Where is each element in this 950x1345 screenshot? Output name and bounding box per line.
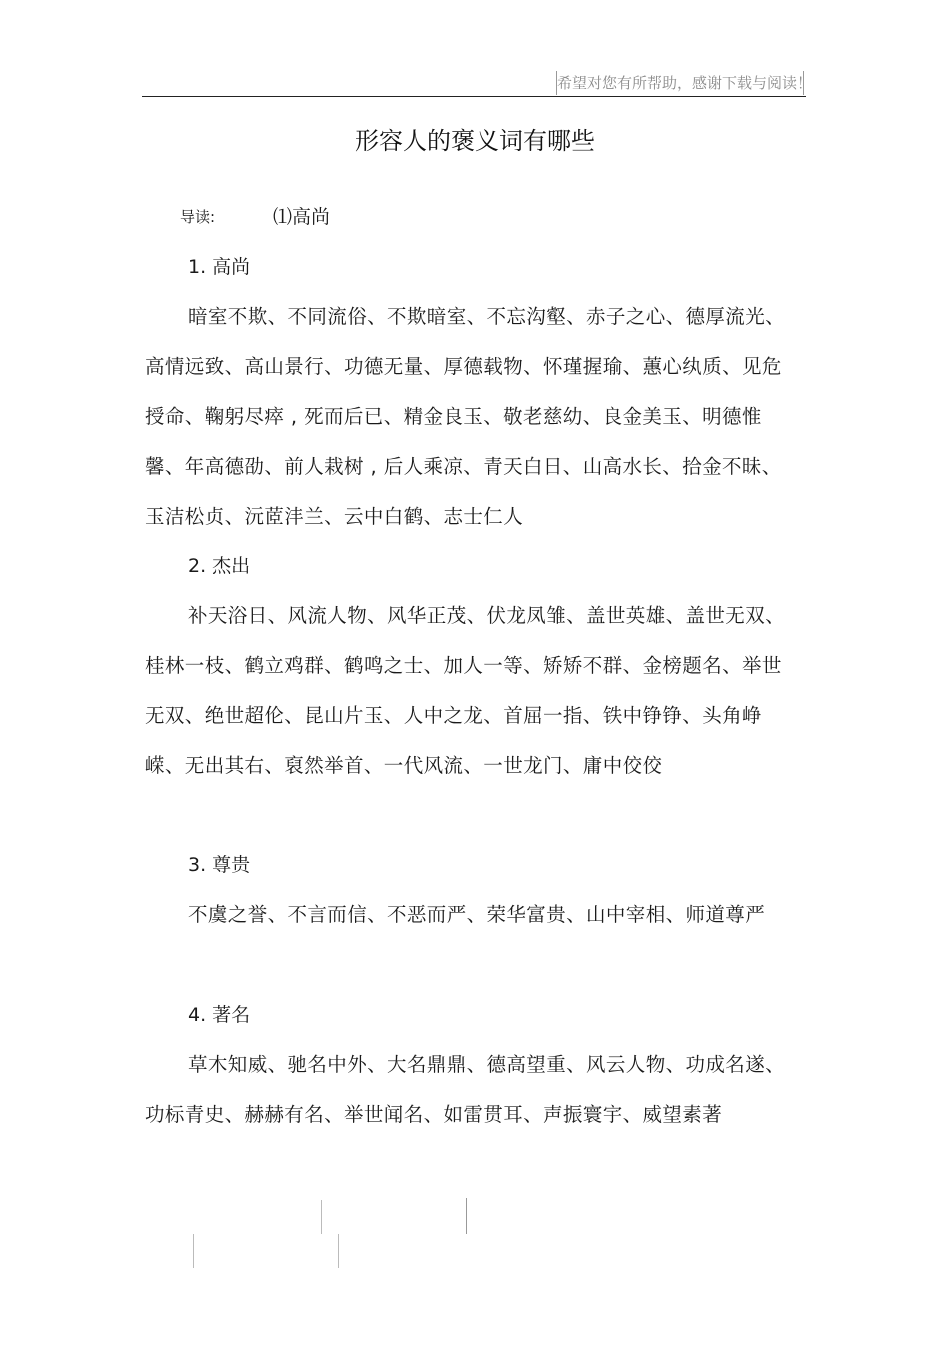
artifact-line (338, 1234, 339, 1268)
artifact-line (193, 1234, 194, 1268)
header-note: 希望对您有所帮助，感谢下载与阅读！ (556, 71, 804, 95)
section-heading-3: 3. 尊贵 (188, 854, 251, 876)
section-heading-2: 2. 杰出 (188, 555, 251, 577)
guide-label: 导读: (180, 208, 216, 226)
header-rule (142, 96, 806, 97)
section-body-1: 暗室不欺、不同流俗、不欺暗室、不忘沟壑、赤子之心、德厚流光、高情远致、高山景行、功德无量、厚德载物、怀瑾握瑜、蕙心纨质、见危授命、鞠躬尽瘁 , 死而后已、精金良玉、敬老慈幼、良金美玉、明德惟馨、年高德劭、前人栽树 , 后人乘凉、青天白日、山高水长、拾金不昧、玉洁松贞、沅茝沣兰、云中白鹤、志士仁人 (145, 305, 786, 528)
section-body-4: 草木知威、驰名中外、大名鼎鼎、德高望重、风云人物、功成名遂、功标青史、赫赫有名、举世闻名、如雷贯耳、声振寰宇、威望素著 (145, 1053, 786, 1126)
section-body-3: 不虞之誉、不言而信、不恶而严、荣华富贵、山中宰相、师道尊严 (188, 903, 766, 926)
page-title: 形容人的褒义词有哪些 (355, 127, 595, 155)
section-heading-4: 4. 著名 (188, 1004, 251, 1026)
section-heading-1: 1. 高尚 (188, 256, 251, 278)
guide-text: ⑴高尚 (273, 206, 331, 228)
section-body-2: 补天浴日、风流人物、风华正茂、伏龙凤雏、盖世英雄、盖世无双、桂林一枝、鹤立鸡群、鹤鸣之士、加人一等、矫矫不群、金榜题名、举世无双、绝世超伦、昆山片玉、人中之龙、首屈一指、铁中铮铮、头角峥嵘、无出其右、裒然举首、一代风流、一世龙门、庸中佼佼 (145, 604, 786, 777)
artifact-line (466, 1198, 467, 1234)
artifact-line (321, 1200, 322, 1234)
